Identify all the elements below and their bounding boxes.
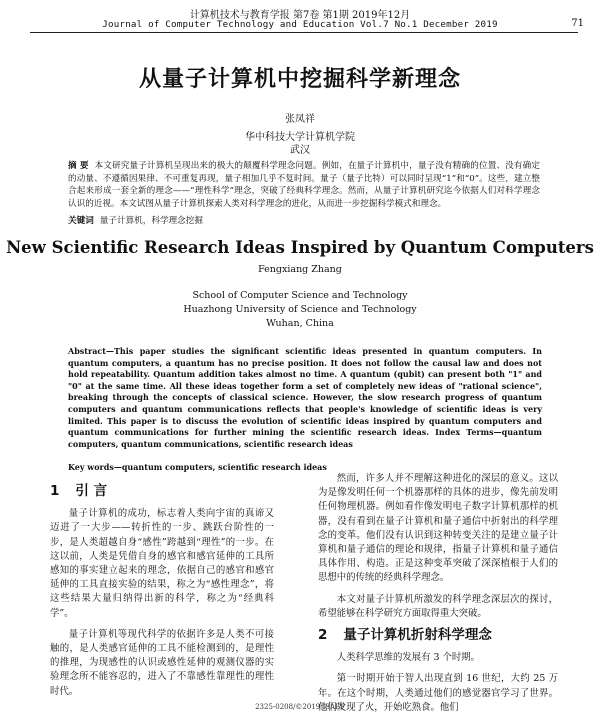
affiliation-cn-line2: 武汉: [290, 145, 310, 156]
section-2-number: 2: [318, 627, 328, 644]
abstract-cn: [68, 160, 540, 210]
right-column: [318, 472, 558, 722]
journal-header-en: Journal of Computer Technology and Education Vol.7 No.1 December 2019: [102, 19, 498, 30]
section-1-title: 引 言: [75, 483, 108, 499]
abstract-en: Abstract—This paper studies the significant scientific ideas presented in quantum computers. In quantum computers, a quantum has no precise position. It does not follow the causal law and does not hold repeatability. Quantum addition takes almost no time. A quantum (qubit) can present both "1" and "0" at the same time. All these ideas together form a set of completely new ideas of "rational science", breaking through the concepts of classical science. However, the slow research progress of quantum computers and quantum communications reflects that people's knowledge of scientific ideas is very limited. This paper is to discuss the evolution of scientific ideas inspired by quantum computers and quantum communications for further mining the scientific research ideas. Index Terms—quantum computers, quantum communications, scientific research ideas: [68, 346, 542, 449]
title-cn: 从量子计算机中挖掘科学新理念: [138, 67, 461, 92]
title-en: New Scientific Research Ideas Inspired by Quantum Computers: [6, 238, 594, 257]
section-1-heading: [50, 484, 274, 498]
affiliation-en-line3: Wuhan, China: [266, 318, 334, 329]
section-1-number: 1: [50, 483, 60, 499]
keywords-cn-text: 量子计算机，科学理念挖掘: [99, 216, 203, 226]
affiliation-cn-line1: 华中科技大学计算机学院: [245, 132, 355, 143]
keywords-en: Key words—quantum computers, scientific research ideas: [68, 462, 327, 472]
abstract-cn-label: 摘 要: [68, 161, 89, 171]
author-cn: 张凤祥: [285, 114, 315, 125]
header-divider: [30, 32, 578, 33]
section-2-heading: [318, 628, 558, 642]
paragraph: 本文对量子计算机所激发的科学理念深层次的探讨，希望能够在科学研究方面取得重大突破。: [318, 593, 558, 619]
abstract-cn-text: 本文研究量子计算机呈现出来的极大的颠覆科学理念问题。例如，在量子计算机中，量子没有精确的位置、没有确定的动量、不遵循因果律、不可重复再现，量子相加几乎不复时间。量子（量子比特）可以同时呈现“1”和“0”。这些，建立整合起来形成一套全新的理念——“理性科学”理念，突破了经典科学理念。然而，从量子计算机研究迄今依据人们对科学理念认识的近视。本文试图从量子计算机探索人类对科学理念的进化，从而进一步挖掘科学模式和理念。: [68, 161, 540, 209]
section-2-title: 量子计算机折射科学理念: [343, 627, 492, 644]
affiliation-en-line2: Huazhong University of Science and Technology: [183, 304, 417, 315]
affiliation-en-line1: School of Computer Science and Technology: [192, 290, 408, 301]
left-column: [50, 472, 274, 706]
paragraph: 人类科学思维的发展有 3 个时期。: [336, 652, 480, 664]
paragraph: 量子计算机等现代科学的依据许多是人类不可接触的，是人类感官延伸的工具不能检测到的，是理性的推理，为现感性的认识或感性延伸的观测仪器的实验理念所不能容忍的，进入了不靠感性靠理性的理性时代。: [50, 628, 274, 697]
paragraph: 然而，许多人并不理解这种进化的深层的意义。这以为是像发明任何一个机器那样的具体的进步，像先前发明任何物理机器。例如看作像发明电子数字计算机那样的机器，没有看到在量子计算机和量子通信中折射出的科学理念的变革。他们没有认识到这种转变关注的是建立量子计算机和量子通信的理论和规律，指量子计算机和量子通信具体作用、构造。正是这种变革突破了深深植根于人们的思想中的传统的经典科学理念。: [318, 473, 558, 584]
paragraph: 量子计算机的成功，标志着人类向宇宙的真谛又迈进了一大步——转折性的一步、跳跃台阶性的一步，是人类超越自身“感性”跨越到“理性”的一步。在这以前，人类是凭借自身的感官和感官延伸的工具所感知的事实建立起来的理念，依据自己的感官和感官延伸的工具直接实验的结果，称之为“感性理念”，将这些结果大量归纳得出新的科学，称之为“经典科学”。: [50, 508, 274, 619]
page-number: 71: [571, 18, 584, 29]
author-en: Fengxiang Zhang: [258, 264, 342, 275]
keywords-cn-label: 关键词: [68, 216, 94, 226]
journal-header-cn: 计算机技术与教育学报 第7卷 第1期 2019年12月: [189, 10, 411, 21]
keywords-cn: [68, 214, 540, 226]
footer-code: 2325-0208/©2019 ISAEP: [255, 703, 345, 711]
paragraph: 第一时期开始于智人出现直到 16 世纪，大约 25 万年。在这个时期，人类通过他们的感觉器官学习了世界。他们发现了火，开始吃熟食。他们: [318, 673, 558, 713]
